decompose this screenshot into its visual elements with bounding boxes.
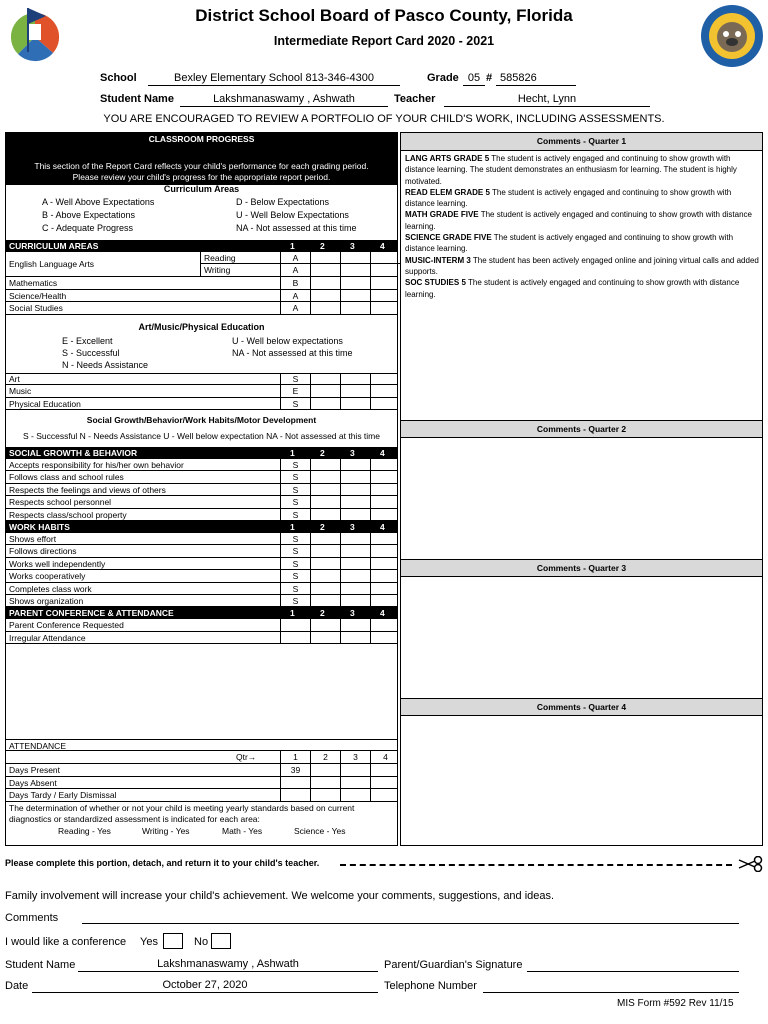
comment-subject-1: LANG ARTS GRADE 5 xyxy=(405,154,490,163)
social-row-4-q2-grade xyxy=(310,496,340,507)
grade-value: 05 xyxy=(463,72,485,86)
form-id: MIS Form #592 Rev 11/15 xyxy=(617,998,734,1009)
key-d: D - Below Expectations xyxy=(236,197,330,207)
amp-row-3-q4-grade xyxy=(370,398,400,410)
social-row-5-q2-grade xyxy=(310,509,340,520)
attendance-row-1 xyxy=(6,764,397,777)
signature-label: Parent/Guardian's Signature xyxy=(384,959,523,971)
parent-row-1 xyxy=(6,619,397,631)
work-row-3-q2-grade xyxy=(310,558,340,569)
attendance-row-3-q1-grade xyxy=(280,789,310,801)
amp-row-1-q4-grade xyxy=(370,373,400,385)
social-growth-band-q4: 4 xyxy=(380,448,385,458)
work-row-6-q2-grade xyxy=(310,595,340,606)
subject-row-2-q4-grade xyxy=(370,290,400,302)
portfolio-notice: YOU ARE ENCOURAGED TO REVIEW A PORTFOLIO OF YOUR CHILD'S WORK, INCLUDING ASSESSMENTS. xyxy=(103,113,665,125)
work-row-4-q3-grade xyxy=(340,570,370,581)
comment-subject-3: MATH GRADE FIVE xyxy=(405,210,479,220)
work-row-3 xyxy=(6,558,397,570)
amp-row-1-q1-grade: S xyxy=(280,373,310,385)
amp-row-1 xyxy=(6,373,397,386)
work-row-4-q1-grade: S xyxy=(280,570,310,581)
parent-row-1-label: Parent Conference Requested xyxy=(9,620,124,631)
teacher-label: Teacher xyxy=(394,93,436,105)
qtr-col-2: 2 xyxy=(310,751,340,763)
student-name-label: Student Name xyxy=(100,93,174,105)
social-row-4-q3-grade xyxy=(340,496,370,507)
comment-text-6: The student is actively engaged and continuing to show growth with distance learning. xyxy=(405,278,740,299)
date-value: October 27, 2020 xyxy=(32,979,378,993)
social-row-2-label: Follows class and school rules xyxy=(9,472,124,483)
attendance-row-2-q3-grade xyxy=(340,777,370,789)
curriculum-areas-band-q4: 4 xyxy=(380,241,385,251)
parent-conference-band-q3: 3 xyxy=(350,608,355,619)
work-row-2-q1-grade: S xyxy=(280,545,310,556)
parent-row-2-q4-grade xyxy=(370,632,400,643)
grade-label: Grade xyxy=(427,72,459,84)
work-row-1-q2-grade xyxy=(310,533,340,544)
work-row-2-q2-grade xyxy=(310,545,340,556)
social-row-4-q4-grade xyxy=(370,496,400,507)
comments-q1-body xyxy=(405,153,760,300)
work-row-2-label: Follows directions xyxy=(9,546,77,557)
standard-science: Science - Yes xyxy=(294,825,346,836)
curriculum-areas-band-q3: 3 xyxy=(350,241,355,251)
work-row-6-label: Shows organization xyxy=(9,596,84,606)
subject-row-1-q1-grade: B xyxy=(280,277,310,289)
work-row-5-label: Completes class work xyxy=(9,583,92,594)
qtr-col-4: 4 xyxy=(370,751,400,763)
reading-q2-grade xyxy=(310,252,340,264)
work-row-4-q2-grade xyxy=(310,570,340,581)
ela-row xyxy=(6,252,397,277)
parent-row-2-q2-grade xyxy=(310,632,340,643)
subject-row-2-q2-grade xyxy=(310,290,340,302)
intro-line-2: Please review your child's progress for the appropriate report period. xyxy=(72,172,331,182)
social-row-1 xyxy=(6,459,397,471)
detach-instruction: Please complete this portion, detach, and return it to your child's teacher. xyxy=(5,858,320,868)
comments-label: Comments xyxy=(5,912,59,924)
intro-line-1: This section of the Report Card reflects your child's performance for each grading period. xyxy=(34,161,369,171)
page-title: District School Board of Pasco County, Florida xyxy=(195,6,573,25)
work-habits-band-q2: 2 xyxy=(320,522,325,532)
social-growth-band xyxy=(6,447,397,459)
reading-q3-grade xyxy=(340,252,370,264)
attendance-row-2 xyxy=(6,777,397,790)
curriculum-areas-title: Curriculum Areas xyxy=(163,184,240,194)
comment-entry-3 xyxy=(405,209,760,232)
work-row-1-q3-grade xyxy=(340,533,370,544)
teacher-value: Hecht, Lynn xyxy=(444,93,650,107)
footer-student-name-label: Student Name xyxy=(5,959,76,971)
amp-row-1-q2-grade xyxy=(310,373,340,385)
social-row-1-q1-grade: S xyxy=(280,459,310,470)
parent-row-1-q1-grade xyxy=(280,619,310,630)
social-key: S - Successful N - Needs Assistance U - Well below expectation NA - Not assessed at this time xyxy=(23,431,380,441)
comment-entry-2 xyxy=(405,187,760,210)
subject-row-3-q4-grade xyxy=(370,302,400,314)
qtr-col-3: 3 xyxy=(340,751,370,763)
family-involvement-text: Family involvement will increase your child's achievement. We welcome your comments, suggestions, and ideas. xyxy=(5,890,555,902)
comment-subject-2: READ ELEM GRADE 5 xyxy=(405,187,490,197)
social-row-5-q4-grade xyxy=(370,509,400,520)
classroom-progress-table xyxy=(5,132,398,846)
work-row-6 xyxy=(6,595,397,607)
amp-key-na: NA - Not assessed at this time xyxy=(232,347,353,358)
comment-subject-6: SOC STUDIES 5 xyxy=(405,278,466,288)
social-row-3 xyxy=(6,484,397,496)
comment-text-2: The student is actively engaged and continuing to show growth with distance learning. xyxy=(405,187,732,209)
amp-row-1-label: Art xyxy=(9,373,20,384)
scissors-icon xyxy=(738,856,764,872)
parent-row-2 xyxy=(6,632,397,644)
standard-math: Math - Yes xyxy=(222,825,263,836)
amp-row-3-q1-grade: S xyxy=(280,398,310,410)
subject-row-2 xyxy=(6,290,397,303)
writing-q2-grade xyxy=(310,264,340,277)
subject-row-2-label: Science/Health xyxy=(9,290,67,301)
ela-label: English Language Arts xyxy=(9,259,95,269)
writing-q3-grade xyxy=(340,264,370,277)
work-row-2-q4-grade xyxy=(370,545,400,556)
school-label: School xyxy=(100,72,137,84)
standards-text-2: diagnostics or standardized assessment is indicated for each area: xyxy=(9,813,260,824)
conference-yes-checkbox[interactable] xyxy=(163,933,183,949)
intro-box xyxy=(6,147,397,185)
attendance-row-3-q4-grade xyxy=(370,789,400,801)
attendance-row-1-q1-grade: 39 xyxy=(280,764,310,776)
social-growth-band-q2: 2 xyxy=(320,448,325,458)
work-row-4 xyxy=(6,570,397,582)
comment-text-5: The student has been actively engaged online and joining virtual calls and added supports. xyxy=(405,255,759,276)
amp-row-2 xyxy=(6,385,397,398)
social-row-3-q3-grade xyxy=(340,484,370,495)
social-row-4-label: Respects school personnel xyxy=(9,497,112,508)
attendance-row-3 xyxy=(6,789,397,802)
subject-row-1-q3-grade xyxy=(340,277,370,289)
comment-entry-1 xyxy=(405,153,760,187)
amp-row-3-q2-grade xyxy=(310,398,340,410)
comment-text-1: The student is actively engaged and continuing to show growth with distance learning. The student demonstrates an enthusiasm for learning. The student is highly motivated. xyxy=(405,154,737,186)
amp-row-3 xyxy=(6,398,397,411)
work-row-5-q3-grade xyxy=(340,583,370,594)
key-a: A - Well Above Expectations xyxy=(42,197,155,207)
attendance-row-1-label: Days Present xyxy=(9,765,61,775)
attendance-row-2-q2-grade xyxy=(310,777,340,789)
amp-row-2-q4-grade xyxy=(370,385,400,397)
comment-subject-4: SCIENCE GRADE FIVE xyxy=(405,233,492,243)
amp-key-n: N - Needs Assistance xyxy=(62,359,149,370)
subject-row-2-q1-grade: A xyxy=(280,290,310,302)
comment-entry-5 xyxy=(405,255,760,278)
comment-entry-4 xyxy=(405,232,760,255)
school-value: Bexley Elementary School 813-346-4300 xyxy=(148,72,400,86)
parent-conference-band-q2: 2 xyxy=(320,608,325,619)
work-row-1-label: Shows effort xyxy=(9,534,57,544)
key-c: C - Adequate Progress xyxy=(42,223,134,233)
comments-q2-header: Comments - Quarter 2 xyxy=(401,420,762,438)
work-row-3-q1-grade: S xyxy=(280,558,310,569)
social-row-1-q2-grade xyxy=(310,459,340,470)
social-row-3-q4-grade xyxy=(370,484,400,495)
curriculum-areas-band-q2: 2 xyxy=(320,241,325,251)
social-title: Social Growth/Behavior/Work Habits/Motor Development xyxy=(86,415,317,425)
work-habits-band-label: WORK HABITS xyxy=(9,522,70,532)
classroom-progress-header: CLASSROOM PROGRESS xyxy=(6,133,397,147)
key-b: B - Above Expectations xyxy=(42,210,136,220)
comments-field[interactable] xyxy=(82,910,739,924)
attendance-row-3-q3-grade xyxy=(340,789,370,801)
key-u: U - Well Below Expectations xyxy=(236,210,349,220)
curriculum-areas-band xyxy=(6,240,397,252)
qtr-col-1: 1 xyxy=(280,751,310,763)
qtr-row xyxy=(6,751,397,764)
social-row-2-q1-grade: S xyxy=(280,471,310,482)
social-row-2-q4-grade xyxy=(370,471,400,482)
work-row-3-label: Works well independently xyxy=(9,558,106,569)
work-row-4-label: Works cooperatively xyxy=(9,571,86,582)
social-row-5-q1-grade: S xyxy=(280,509,310,520)
parent-conference-band-q1: 1 xyxy=(290,608,295,619)
parent-conference-band xyxy=(6,607,397,619)
id-symbol: # xyxy=(486,72,493,84)
work-row-5 xyxy=(6,583,397,595)
comments-q3-header: Comments - Quarter 3 xyxy=(401,559,762,577)
subject-row-1-label: Mathematics xyxy=(9,278,58,288)
reading-q4-grade xyxy=(370,252,400,264)
parent-row-1-q3-grade xyxy=(340,619,370,630)
attendance-row-2-q1-grade xyxy=(280,777,310,789)
writing-q4-grade xyxy=(370,264,400,277)
page-subtitle: Intermediate Report Card 2020 - 2021 xyxy=(273,34,495,48)
comments-q4-header: Comments - Quarter 4 xyxy=(401,698,762,716)
date-label: Date xyxy=(5,980,29,992)
comment-text-3: The student is actively engaged and continuing to show growth with distance learning. xyxy=(405,210,752,231)
qtr-label: Qtr→ xyxy=(236,752,257,762)
attendance-row-2-label: Days Absent xyxy=(9,777,57,788)
attendance-row-3-q2-grade xyxy=(310,789,340,801)
parent-conference-band-label: PARENT CONFERENCE & ATTENDANCE xyxy=(9,608,174,619)
work-habits-band-q1: 1 xyxy=(290,522,295,532)
amp-key-u: U - Well below expectations xyxy=(232,335,343,346)
social-row-3-q1-grade: S xyxy=(280,484,310,495)
standard-reading: Reading - Yes xyxy=(58,825,111,836)
subject-row-3-q2-grade xyxy=(310,302,340,314)
work-row-5-q4-grade xyxy=(370,583,400,594)
attendance-row-1-q4-grade xyxy=(370,764,400,776)
amp-row-2-q1-grade: E xyxy=(280,385,310,397)
attendance-row-2-q4-grade xyxy=(370,777,400,789)
subject-row-1 xyxy=(6,277,397,290)
student-name-value: Lakshmanaswamy , Ashwath xyxy=(180,93,388,107)
detach-line xyxy=(340,864,732,866)
amp-row-3-q3-grade xyxy=(340,398,370,410)
work-habits-band-q4: 4 xyxy=(380,522,385,532)
comment-text-4: The student is actively engaged and continuing to show growth with distance learning. xyxy=(405,233,734,254)
parent-row-2-q3-grade xyxy=(340,632,370,643)
subject-row-1-q2-grade xyxy=(310,277,340,289)
parent-conference-band-q4: 4 xyxy=(380,608,385,619)
conference-yes-label: Yes xyxy=(140,936,158,948)
standard-writing: Writing - Yes xyxy=(142,825,190,836)
attendance-label: ATTENDANCE xyxy=(9,741,66,751)
parent-row-1-q2-grade xyxy=(310,619,340,630)
footer-student-name-value: Lakshmanaswamy , Ashwath xyxy=(78,958,378,972)
amp-row-2-q3-grade xyxy=(340,385,370,397)
work-row-6-q4-grade xyxy=(370,595,400,606)
conference-no-label: No xyxy=(194,936,209,948)
social-growth-band-q1: 1 xyxy=(290,448,295,458)
signature-field[interactable] xyxy=(527,958,739,972)
social-row-4-q1-grade: S xyxy=(280,496,310,507)
amp-row-1-q3-grade xyxy=(340,373,370,385)
subject-row-3-q1-grade: A xyxy=(280,302,310,314)
comments-panel xyxy=(400,132,763,846)
writing-label: Writing xyxy=(200,264,280,277)
curriculum-areas-band-label: CURRICULUM AREAS xyxy=(9,241,99,251)
work-row-1-q4-grade xyxy=(370,533,400,544)
amp-row-2-q2-grade xyxy=(310,385,340,397)
comment-subject-5: MUSIC-INTERM 3 xyxy=(405,255,471,265)
work-row-1 xyxy=(6,533,397,545)
work-habits-band xyxy=(6,521,397,533)
attendance-header-row xyxy=(6,739,397,751)
parent-row-2-q1-grade xyxy=(280,632,310,643)
subject-row-3-q3-grade xyxy=(340,302,370,314)
parent-row-2-label: Irregular Attendance xyxy=(9,632,86,643)
writing-q1-grade: A xyxy=(280,264,310,277)
work-row-6-q3-grade xyxy=(340,595,370,606)
social-row-2-q2-grade xyxy=(310,471,340,482)
work-row-2-q3-grade xyxy=(340,545,370,556)
work-row-5-q2-grade xyxy=(310,583,340,594)
curriculum-areas-band-q1: 1 xyxy=(290,241,295,251)
student-id-value: 585826 xyxy=(496,72,576,86)
school-seal-logo xyxy=(700,4,764,68)
social-row-1-q3-grade xyxy=(340,459,370,470)
social-row-3-q2-grade xyxy=(310,484,340,495)
reading-label: Reading xyxy=(200,252,280,264)
social-row-2-q3-grade xyxy=(340,471,370,482)
work-row-5-q1-grade: S xyxy=(280,583,310,594)
telephone-field[interactable] xyxy=(483,979,739,993)
social-row-3-label: Respects the feelings and views of others xyxy=(9,484,166,495)
standards-text-1: The determination of whether or not your child is meeting yearly standards based on current xyxy=(9,802,355,813)
social-row-1-label: Accepts responsibility for his/her own behavior xyxy=(9,460,184,470)
subject-row-3 xyxy=(6,302,397,315)
amp-row-2-label: Music xyxy=(9,386,32,396)
work-row-3-q3-grade xyxy=(340,558,370,569)
work-row-2 xyxy=(6,545,397,557)
reading-q1-grade: A xyxy=(280,252,310,264)
social-row-5 xyxy=(6,509,397,521)
attendance-row-1-q3-grade xyxy=(340,764,370,776)
attendance-row-1-q2-grade xyxy=(310,764,340,776)
conference-no-checkbox[interactable] xyxy=(211,933,231,949)
social-row-1-q4-grade xyxy=(370,459,400,470)
subject-row-2-q3-grade xyxy=(340,290,370,302)
social-growth-band-label: SOCIAL GROWTH & BEHAVIOR xyxy=(9,448,138,458)
subject-row-1-q4-grade xyxy=(370,277,400,289)
attendance-row-3-label: Days Tardy / Early Dismissal xyxy=(9,790,117,800)
social-growth-band-q3: 3 xyxy=(350,448,355,458)
amp-title: Art/Music/Physical Education xyxy=(138,321,265,332)
parent-row-1-q4-grade xyxy=(370,619,400,630)
key-na: NA - Not assessed at this time xyxy=(236,223,357,233)
social-row-5-q3-grade xyxy=(340,509,370,520)
work-row-6-q1-grade: S xyxy=(280,595,310,606)
amp-row-3-label: Physical Education xyxy=(9,398,81,409)
social-row-5-label: Respects class/school property xyxy=(9,509,127,520)
social-row-4 xyxy=(6,496,397,508)
conference-label: I would like a conference xyxy=(5,936,127,948)
work-row-3-q4-grade xyxy=(370,558,400,569)
subject-row-3-label: Social Studies xyxy=(9,303,63,313)
telephone-label: Telephone Number xyxy=(384,980,477,992)
amp-key-e: E - Excellent xyxy=(62,335,113,346)
work-row-4-q4-grade xyxy=(370,570,400,581)
amp-key-s: S - Successful xyxy=(62,347,120,358)
work-row-1-q1-grade: S xyxy=(280,533,310,544)
social-row-2 xyxy=(6,471,397,483)
work-habits-band-q3: 3 xyxy=(350,522,355,532)
comment-entry-6 xyxy=(405,277,760,300)
comments-q1-header: Comments - Quarter 1 xyxy=(401,133,762,151)
